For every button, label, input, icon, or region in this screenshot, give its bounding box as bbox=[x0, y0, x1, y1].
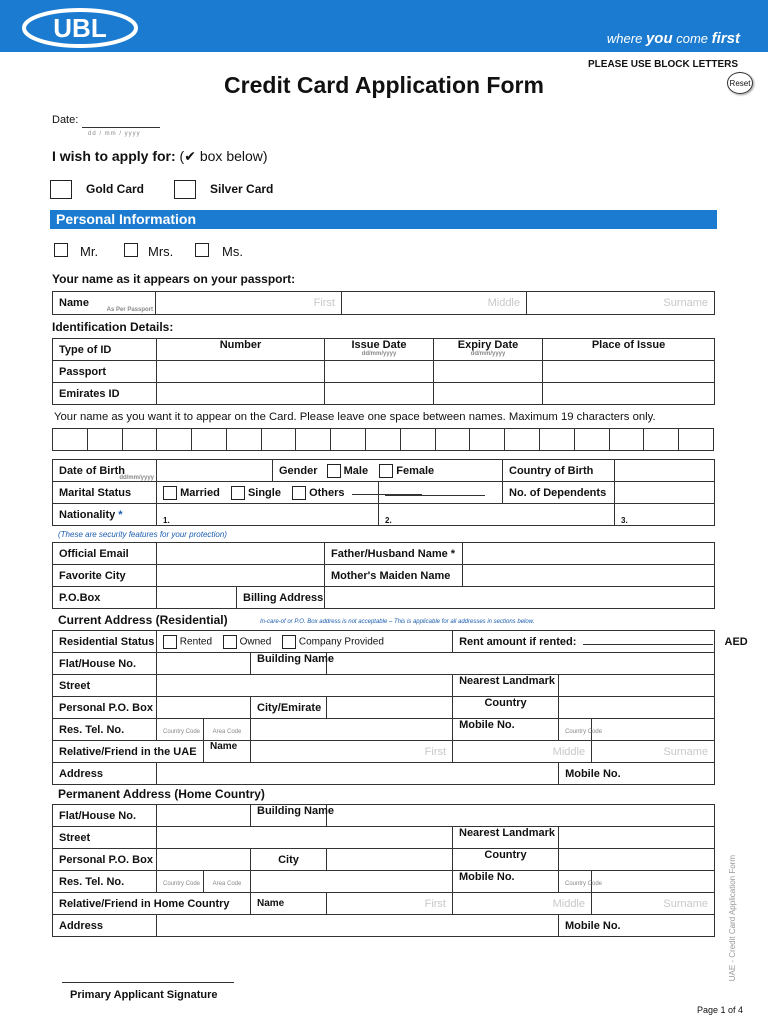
current-address-table bbox=[52, 630, 748, 785]
passport-expiry-input[interactable] bbox=[434, 361, 543, 383]
marital-cell: Married Single Others bbox=[157, 482, 379, 504]
passport-label: Passport bbox=[53, 361, 157, 383]
char-box[interactable] bbox=[87, 429, 122, 451]
personal-po-input[interactable] bbox=[157, 697, 251, 719]
char-box[interactable] bbox=[261, 429, 296, 451]
dependents-input[interactable] bbox=[615, 482, 715, 504]
perm-country-label: Country bbox=[453, 849, 559, 871]
mrs-label: Mrs. bbox=[148, 244, 174, 259]
tagline: where you come first bbox=[606, 30, 740, 47]
logo-text: UBL bbox=[53, 13, 107, 43]
perm-landmark-label: Nearest Landmark bbox=[453, 827, 559, 849]
reset-button[interactable]: Reset bbox=[727, 72, 753, 94]
char-box[interactable] bbox=[192, 429, 227, 451]
passport-place-input[interactable] bbox=[543, 361, 715, 383]
permanent-address-title: Permanent Address (Home Country) bbox=[58, 787, 265, 801]
favorite-city-input[interactable] bbox=[157, 565, 325, 587]
company-provided-checkbox[interactable] bbox=[282, 635, 296, 649]
emirates-issue-input[interactable] bbox=[325, 383, 434, 405]
date-label: Date: bbox=[52, 114, 79, 126]
date-hint: dd / mm / yyyy bbox=[88, 131, 141, 137]
relative-home-middle[interactable]: Middle bbox=[453, 893, 592, 915]
gold-card-label: Gold Card bbox=[86, 182, 145, 196]
current-address-note: In-care-of or P.O. Box address is not acceptable – This is applicable for all addresses in sections below. bbox=[260, 619, 535, 625]
id-header-issue: Issue Date dd/mm/yyyy bbox=[325, 339, 434, 361]
gender-cell: Gender Male Female bbox=[273, 460, 503, 482]
perm-tel-country-code[interactable]: Country Code bbox=[157, 871, 204, 893]
mobile-label: Mobile No. bbox=[453, 719, 559, 741]
date-input[interactable] bbox=[82, 127, 160, 128]
check-icon: ✔ bbox=[184, 148, 196, 164]
rent-amount-input[interactable] bbox=[583, 644, 713, 645]
perm-mobile-label: Mobile No. bbox=[453, 871, 559, 893]
mobile-country-code[interactable]: Country Code bbox=[559, 719, 592, 741]
id-header-number: Number bbox=[157, 339, 325, 361]
relative-home-first[interactable]: First bbox=[327, 893, 453, 915]
perm-relative-address-label: Address bbox=[53, 915, 157, 937]
building-input[interactable] bbox=[327, 653, 715, 675]
apply-line: I wish to apply for: (✔ box below) bbox=[52, 148, 268, 164]
char-box[interactable] bbox=[644, 429, 679, 451]
id-header-type: Type of ID bbox=[53, 339, 157, 361]
name-label: Name As Per Passport bbox=[53, 292, 156, 315]
perm-personal-po-input[interactable] bbox=[157, 849, 251, 871]
owned-checkbox[interactable] bbox=[223, 635, 237, 649]
relative-uae-name-label: Name bbox=[204, 741, 251, 763]
nationality-1-input[interactable]: 1. bbox=[157, 504, 379, 526]
passport-name-label: Your name as it appears on your passport: bbox=[52, 272, 296, 286]
current-address-title: Current Address (Residential) bbox=[58, 613, 228, 627]
single-checkbox[interactable] bbox=[231, 486, 245, 500]
silver-card-checkbox[interactable] bbox=[174, 180, 196, 199]
dependents-label: No. of Dependents bbox=[503, 482, 615, 504]
relative-home-label: Relative/Friend in Home Country bbox=[53, 893, 251, 915]
char-box[interactable] bbox=[157, 429, 192, 451]
page-number: Page 1 of 4 bbox=[697, 1005, 744, 1015]
perm-flat-label: Flat/House No. bbox=[53, 805, 157, 827]
marital-others-line[interactable] bbox=[379, 482, 503, 504]
res-status-cell: Rented Owned Company Provided bbox=[157, 631, 453, 653]
side-form-title: UAE - Credit Card Application Form bbox=[728, 855, 737, 982]
female-checkbox[interactable] bbox=[379, 464, 393, 478]
id-header-expiry: Expiry Date dd/mm/yyyy bbox=[434, 339, 543, 361]
relative-address-input[interactable] bbox=[157, 763, 559, 785]
nationality-3-input[interactable]: 3. bbox=[615, 504, 715, 526]
flat-input[interactable] bbox=[157, 653, 251, 675]
name-table bbox=[52, 291, 715, 315]
personal-info-header: Personal Information bbox=[50, 210, 717, 229]
street-input[interactable] bbox=[157, 675, 453, 697]
country-label: Country bbox=[453, 697, 559, 719]
country-of-birth-input[interactable] bbox=[615, 460, 715, 482]
perm-mobile-input[interactable] bbox=[592, 871, 715, 893]
billing-address-input[interactable] bbox=[325, 587, 715, 609]
char-box[interactable] bbox=[435, 429, 470, 451]
married-checkbox[interactable] bbox=[163, 486, 177, 500]
perm-city-input[interactable] bbox=[327, 849, 453, 871]
rent-amount-cell: Rent amount if rented: AED bbox=[453, 631, 715, 653]
emirates-place-input[interactable] bbox=[543, 383, 715, 405]
relative-home-surname[interactable]: Surname bbox=[592, 893, 715, 915]
id-table bbox=[52, 338, 715, 405]
passport-issue-input[interactable] bbox=[325, 361, 434, 383]
perm-street-label: Street bbox=[53, 827, 157, 849]
relative-uae-middle[interactable]: Middle bbox=[453, 741, 592, 763]
relative-address-label: Address bbox=[53, 763, 157, 785]
relative-home-name-label: Name bbox=[251, 893, 327, 915]
street-label: Street bbox=[53, 675, 157, 697]
char-box[interactable] bbox=[470, 429, 505, 451]
mothers-maiden-input[interactable] bbox=[463, 565, 715, 587]
rented-checkbox[interactable] bbox=[163, 635, 177, 649]
mr-label: Mr. bbox=[80, 244, 99, 259]
perm-mobile-country-code[interactable]: Country Code bbox=[559, 871, 592, 893]
char-box[interactable] bbox=[331, 429, 366, 451]
perm-personal-po-label: Personal P.O. Box bbox=[53, 849, 157, 871]
char-box[interactable] bbox=[53, 429, 88, 451]
surname-input[interactable]: Surname bbox=[527, 292, 715, 315]
mobile-input[interactable] bbox=[592, 719, 715, 741]
card-name-instructions: Your name as you want it to appear on the Card. Please leave one space between names. Maximum 19 characters only. bbox=[54, 411, 656, 423]
city-emirate-input[interactable] bbox=[327, 697, 453, 719]
others-checkbox[interactable] bbox=[292, 486, 306, 500]
city-emirate-label: City/Emirate bbox=[251, 697, 327, 719]
dob-label: Date of Birth dd/mm/yyyy bbox=[53, 460, 157, 482]
male-checkbox[interactable] bbox=[327, 464, 341, 478]
flat-label: Flat/House No. bbox=[53, 653, 157, 675]
mr-checkbox[interactable] bbox=[54, 243, 68, 257]
middle-name-input[interactable]: Middle bbox=[342, 292, 527, 315]
security-note: (These are security features for your protection) bbox=[58, 530, 227, 539]
personal-po-label: Personal P.O. Box bbox=[53, 697, 157, 719]
father-husband-label: Father/Husband Name * bbox=[325, 543, 463, 565]
gold-card-checkbox[interactable] bbox=[50, 180, 72, 199]
ms-label: Ms. bbox=[222, 244, 243, 259]
signature-line[interactable] bbox=[62, 982, 234, 983]
building-label: Building Name bbox=[251, 653, 327, 675]
mothers-maiden-label: Mother's Maiden Name bbox=[325, 565, 463, 587]
first-name-input[interactable]: First bbox=[156, 292, 342, 315]
res-tel-country-code[interactable]: Country Code bbox=[157, 719, 204, 741]
landmark-label: Nearest Landmark bbox=[453, 675, 559, 697]
perm-flat-input[interactable] bbox=[157, 805, 251, 827]
relative-uae-label: Relative/Friend in the UAE bbox=[53, 741, 204, 763]
relative-uae-surname[interactable]: Surname bbox=[592, 741, 715, 763]
silver-card-label: Silver Card bbox=[210, 182, 274, 196]
char-box[interactable] bbox=[400, 429, 435, 451]
char-box[interactable] bbox=[366, 429, 401, 451]
signature-label: Primary Applicant Signature bbox=[70, 989, 218, 1001]
perm-building-input[interactable] bbox=[327, 805, 715, 827]
relative-uae-first[interactable]: First bbox=[251, 741, 453, 763]
country-input[interactable] bbox=[559, 697, 715, 719]
card-name-boxes bbox=[52, 428, 714, 451]
mrs-checkbox[interactable] bbox=[124, 243, 138, 257]
emirates-number-input[interactable] bbox=[157, 383, 325, 405]
emirates-id-label: Emirates ID bbox=[53, 383, 157, 405]
perm-res-tel-label: Res. Tel. No. bbox=[53, 871, 157, 893]
res-tel-input[interactable] bbox=[251, 719, 453, 741]
favorite-city-label: Favorite City bbox=[53, 565, 157, 587]
perm-street-input[interactable] bbox=[157, 827, 453, 849]
perm-landmark-input[interactable] bbox=[559, 827, 715, 849]
passport-number-input[interactable] bbox=[157, 361, 325, 383]
res-tel-area-code[interactable]: Area Code bbox=[204, 719, 251, 741]
char-box[interactable] bbox=[296, 429, 331, 451]
permanent-address-table bbox=[52, 804, 715, 937]
id-header-place: Place of Issue bbox=[543, 339, 715, 361]
official-email-input[interactable] bbox=[157, 543, 325, 565]
father-husband-input[interactable] bbox=[463, 543, 715, 565]
nationality-label: Nationality * bbox=[53, 504, 157, 526]
char-box[interactable] bbox=[505, 429, 540, 451]
perm-tel-area-code[interactable]: Area Code bbox=[204, 871, 251, 893]
perm-tel-input[interactable] bbox=[251, 871, 453, 893]
official-email-label: Official Email bbox=[53, 543, 157, 565]
emirates-expiry-input[interactable] bbox=[434, 383, 543, 405]
perm-relative-mobile-cell: Mobile No. bbox=[559, 915, 715, 937]
ms-checkbox[interactable] bbox=[195, 243, 209, 257]
char-box[interactable] bbox=[609, 429, 644, 451]
landmark-input[interactable] bbox=[559, 675, 715, 697]
id-details-label: Identification Details: bbox=[52, 320, 174, 334]
perm-building-label: Building Name bbox=[251, 805, 327, 827]
personal-details-table bbox=[52, 459, 715, 526]
pobox-input[interactable] bbox=[157, 587, 237, 609]
relative-mobile-cell: Mobile No. bbox=[559, 763, 715, 785]
pobox-label: P.O.Box bbox=[53, 587, 157, 609]
security-table bbox=[52, 542, 715, 609]
marital-label: Marital Status bbox=[53, 482, 157, 504]
block-letters-note: PLEASE USE BLOCK LETTERS bbox=[588, 59, 739, 70]
char-box[interactable] bbox=[122, 429, 157, 451]
res-tel-label: Res. Tel. No. bbox=[53, 719, 157, 741]
ubl-logo bbox=[20, 6, 140, 50]
perm-relative-address-input[interactable] bbox=[157, 915, 559, 937]
dob-input[interactable] bbox=[157, 460, 273, 482]
res-status-label: Residential Status bbox=[53, 631, 157, 653]
perm-city-label: City bbox=[251, 849, 327, 871]
perm-country-input[interactable] bbox=[559, 849, 715, 871]
country-of-birth-label: Country of Birth bbox=[503, 460, 615, 482]
char-box[interactable] bbox=[679, 429, 714, 451]
char-box[interactable] bbox=[539, 429, 574, 451]
char-box[interactable] bbox=[574, 429, 609, 451]
char-box[interactable] bbox=[226, 429, 261, 451]
nationality-2-input[interactable]: 2. bbox=[379, 504, 615, 526]
form-title: Credit Card Application Form bbox=[224, 72, 544, 98]
billing-address-label: Billing Address bbox=[237, 587, 325, 609]
